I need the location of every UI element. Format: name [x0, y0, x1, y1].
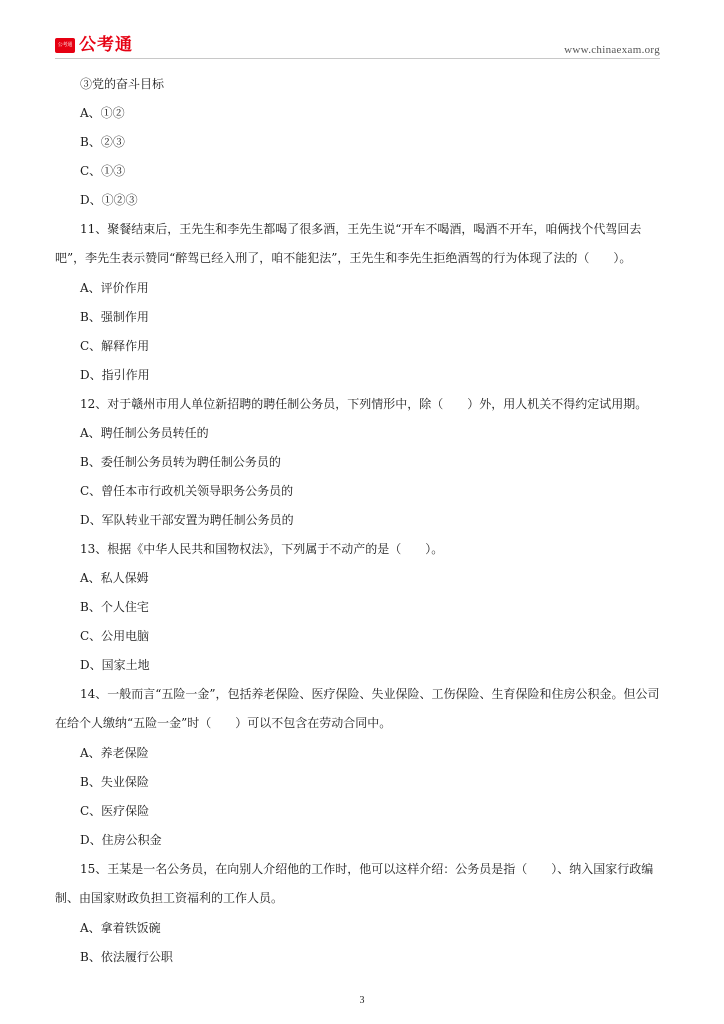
question-12-option-a: A、聘任制公务员转任的: [80, 426, 209, 440]
question-13-stem: 13、根据《中华人民共和国物权法》，下列属于不动产的是（ ）。: [80, 542, 444, 556]
question-15-stem: 15、王某是一名公务员，在向别人介绍他的工作时，他可以这样介绍：公务员是指（ ）、纳入国家行政编制、由国家财政负担工资福利的工作人员。: [55, 862, 654, 905]
option-line: B、②③: [80, 135, 125, 149]
question-11-option-d: D、指引作用: [80, 368, 150, 382]
question-11-option-a: A、评价作用: [80, 281, 149, 295]
question-14-option-b: B、失业保险: [80, 775, 149, 789]
option-line: C、①③: [80, 164, 126, 178]
option-line: D、①②③: [80, 193, 138, 207]
option-line: A、①②: [80, 106, 125, 120]
question-14-option-c: C、医疗保险: [80, 804, 150, 818]
question-15-option-b: B、依法履行公职: [80, 950, 173, 964]
option-line: ③党的奋斗目标: [80, 77, 165, 91]
page-number: 3: [359, 995, 365, 1006]
question-13-option-a: A、私人保姆: [80, 571, 149, 585]
question-11-stem: 11、聚餐结束后，王先生和李先生都喝了很多酒，王先生说“开车不喝酒，喝酒不开车，咱俩找个代驾回去吧”，李先生表示赞同“醉驾已经入刑了，咱不能犯法”，王先生和李先生拒绝酒驾的行为体现了法的（ ）。: [55, 222, 642, 265]
question-12-stem: 12、对于赣州市用人单位新招聘的聘任制公务员，下列情形中，除（ ）外，用人机关不得约定试用期。: [80, 397, 648, 411]
question-14-stem: 14、一般而言“五险一金”，包括养老保险、医疗保险、失业保险、工伤保险、生育保险和住房公积金。但公司在给个人缴纳“五险一金”时（ ）可以不包含在劳动合同中。: [55, 687, 660, 730]
question-11-option-b: B、强制作用: [80, 310, 149, 324]
question-12-option-c: C、曾任本市行政机关领导职务公务员的: [80, 484, 294, 498]
header-divider: [55, 58, 660, 59]
logo: [55, 36, 133, 54]
question-13-option-b: B、个人住宅: [80, 600, 149, 614]
question-11-option-c: C、解释作用: [80, 339, 150, 353]
logo-text: 公考通: [79, 35, 133, 55]
document-body: [55, 77, 667, 979]
logo-badge: 公考通: [55, 38, 75, 53]
question-12-option-b: B、委任制公务员转为聘任制公务员的: [80, 455, 281, 469]
question-14-option-d: D、住房公积金: [80, 833, 162, 847]
question-13-option-d: D、国家土地: [80, 658, 150, 672]
question-13-option-c: C、公用电脑: [80, 629, 150, 643]
site-url: www.chinaexam.org: [564, 44, 660, 56]
page-header: [0, 0, 724, 62]
question-12-option-d: D、军队转业干部安置为聘任制公务员的: [80, 513, 294, 527]
question-14-option-a: A、养老保险: [80, 746, 149, 760]
question-15-option-a: A、拿着铁饭碗: [80, 921, 161, 935]
